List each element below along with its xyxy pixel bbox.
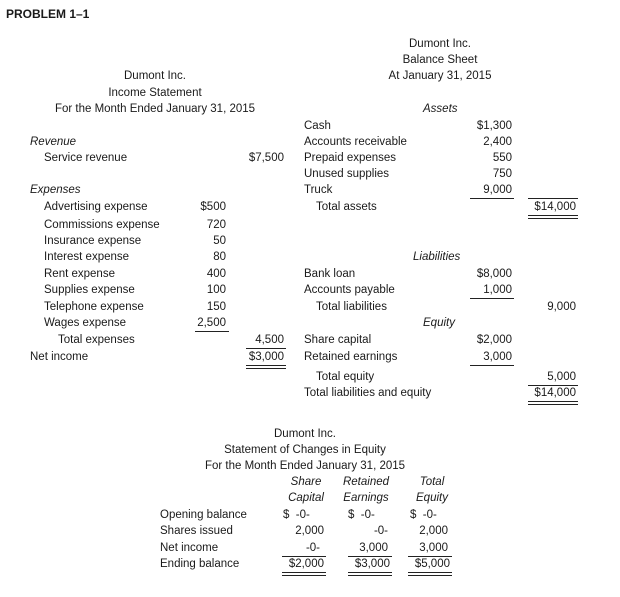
double-underline — [528, 215, 578, 219]
liability-label: Accounts payable — [304, 284, 395, 296]
expenses-heading: Expenses — [30, 184, 81, 196]
expense-label: Interest expense — [44, 251, 130, 263]
asset-amount: 9,000 — [483, 184, 512, 196]
expense-amount: 80 — [213, 251, 226, 263]
liability-label: Bank loan — [304, 268, 356, 280]
col-header: Total — [419, 476, 445, 488]
asset-amount: 750 — [492, 168, 512, 180]
net-income-amount: $3,000 — [248, 351, 284, 363]
underline — [470, 198, 514, 199]
se-row-label: Net income — [160, 542, 219, 554]
se-cell: $3,000 — [354, 558, 390, 570]
double-underline — [528, 401, 578, 405]
underline — [246, 348, 286, 349]
se-cell: -0- — [373, 525, 388, 537]
asset-label: Prepaid expenses — [304, 152, 397, 164]
equity-label: Share capital — [304, 334, 372, 346]
bs-date: At January 31, 2015 — [388, 70, 492, 82]
underline — [408, 556, 452, 557]
underline — [195, 331, 229, 332]
problem-title: PROBLEM 1–1 — [6, 7, 90, 21]
expense-label: Wages expense — [44, 317, 127, 329]
asset-amount: 550 — [492, 152, 512, 164]
is-title: Income Statement — [108, 87, 202, 99]
expense-label: Rent expense — [44, 268, 115, 280]
se-cell: $ -0- — [410, 509, 437, 521]
liabilities-heading: Liabilities — [413, 251, 461, 263]
expense-amount: 720 — [206, 219, 226, 231]
se-cell: $ -0- — [348, 509, 375, 521]
total-expenses-label: Total expenses — [58, 334, 135, 346]
se-company: Dumont Inc. — [274, 428, 336, 440]
liability-amount: $8,000 — [476, 268, 512, 280]
total-liabilities-amount: 9,000 — [547, 301, 576, 313]
expense-amount: 100 — [206, 284, 226, 296]
se-row-label: Shares issued — [160, 525, 233, 537]
double-underline — [408, 572, 452, 576]
expense-amount: 2,500 — [197, 317, 226, 329]
net-income-label: Net income — [30, 351, 89, 363]
liability-amount: 1,000 — [483, 284, 512, 296]
asset-label: Unused supplies — [304, 168, 390, 180]
service-revenue-amount: $7,500 — [248, 152, 284, 164]
equity-heading: Equity — [423, 317, 455, 329]
expense-label: Commissions expense — [44, 219, 160, 231]
total-liab-equity-label: Total liabilities and equity — [304, 387, 432, 399]
bs-title: Balance Sheet — [402, 54, 478, 66]
is-period: For the Month Ended January 31, 2015 — [54, 103, 256, 115]
equity-label: Retained earnings — [304, 351, 398, 363]
col-header: Earnings — [343, 492, 389, 504]
double-underline — [282, 572, 326, 576]
equity-amount: $2,000 — [476, 334, 512, 346]
expense-amount: $500 — [200, 201, 226, 213]
double-underline — [246, 365, 286, 369]
asset-label: Truck — [304, 184, 333, 196]
col-header: Equity — [416, 492, 448, 504]
se-cell: 2,000 — [419, 525, 448, 537]
total-assets-amount: $14,000 — [534, 201, 576, 213]
expense-amount: 50 — [213, 235, 226, 247]
underline — [528, 198, 578, 199]
expense-amount: 400 — [206, 268, 226, 280]
se-row-label: Opening balance — [160, 509, 247, 521]
se-cell: 3,000 — [419, 542, 448, 554]
assets-heading: Assets — [423, 103, 458, 115]
double-underline — [348, 572, 392, 576]
col-header: Share — [290, 476, 322, 488]
col-header: Retained — [342, 476, 390, 488]
expense-label: Advertising expense — [44, 201, 148, 213]
se-cell: $2,000 — [288, 558, 324, 570]
asset-label: Cash — [304, 120, 331, 132]
se-row-label: Ending balance — [160, 558, 240, 570]
total-assets-label: Total assets — [316, 201, 377, 213]
underline — [528, 385, 578, 386]
underline — [470, 298, 514, 299]
equity-amount: 3,000 — [483, 351, 512, 363]
se-cell: $ -0- — [283, 509, 310, 521]
asset-label: Accounts receivable — [304, 136, 407, 148]
expense-label: Telephone expense — [44, 301, 144, 313]
se-period: For the Month Ended January 31, 2015 — [204, 460, 406, 472]
expense-amount: 150 — [206, 301, 226, 313]
se-cell: -0- — [305, 542, 320, 554]
se-cell: 3,000 — [359, 542, 388, 554]
bs-company: Dumont Inc. — [409, 38, 471, 50]
underline — [348, 556, 392, 557]
total-liabilities-label: Total liabilities — [316, 301, 387, 313]
total-expenses-amount: 4,500 — [255, 334, 284, 346]
asset-amount: 2,400 — [483, 136, 512, 148]
total-equity-amount: 5,000 — [547, 371, 576, 383]
is-company: Dumont Inc. — [124, 70, 186, 82]
expense-label: Insurance expense — [44, 235, 142, 247]
asset-amount: $1,300 — [476, 120, 512, 132]
se-cell: $5,000 — [414, 558, 450, 570]
total-liab-equity-amount: $14,000 — [534, 387, 576, 399]
total-equity-label: Total equity — [316, 371, 375, 383]
se-cell: 2,000 — [295, 525, 324, 537]
revenue-heading: Revenue — [30, 136, 77, 148]
col-header: Capital — [288, 492, 324, 504]
expense-label: Supplies expense — [44, 284, 135, 296]
service-revenue-label: Service revenue — [44, 152, 128, 164]
underline — [470, 365, 514, 366]
underline — [282, 556, 326, 557]
se-title: Statement of Changes in Equity — [224, 444, 386, 456]
